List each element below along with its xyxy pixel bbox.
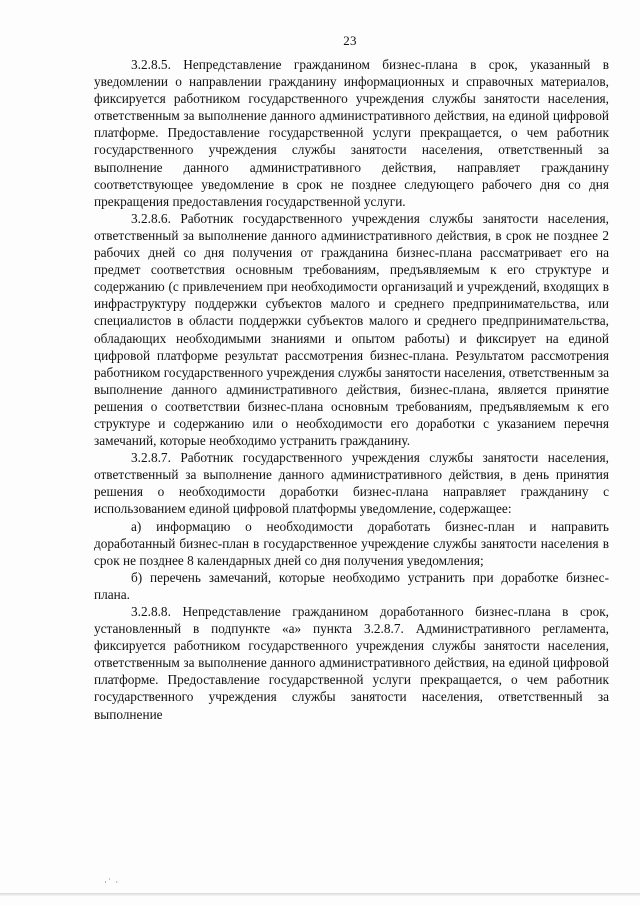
scan-bottom-edge (0, 893, 640, 896)
paragraph-3-2-8-6: 3.2.8.6. Работник государственного учреждения службы занятости населения, ответственный за выполнение данного административного действия, в срок не позднее 2 рабочих дней со дня получения от гражданина бизнес-плана рассматривает его на предмет соответствия основным требованиям, предъявляемым к его структуре и содержанию (с привлечением при необходимости организаций и учреждений, входящих в инфраструктуру поддержки субъектов малого и среднего предпринимательства, или специалистов в области поддержки субъектов малого и среднего предпринимательства, обладающих необходимыми знаниями и опытом работы) и фиксирует на единой цифровой платформе результат рассмотрения бизнес-плана. Результатом рассмотрения работником государственного учреждения службы занятости населения, ответственным за выполнение данного административного действия, бизнес-плана, является принятие решения о соответствии бизнес-плана основным требованиям, предъявляемым к его структуре и содержанию или о необходимости его доработки с указанием перечня замечаний, которые необходимо устранить гражданину. (94, 210, 609, 449)
scan-artifact: ·˙ · (104, 877, 120, 887)
list-item-a: а) информацию о необходимости доработать бизнес-план и направить доработанный бизнес-план в государственное учреждение службы занятости населения в срок не позднее 8 календарных дней со дня получения уведомления; (94, 518, 609, 568)
document-body (94, 56, 609, 723)
paragraph-3-2-8-8: 3.2.8.8. Непредставление гражданином доработанного бизнес-плана в срок, установленный в подпункте «а» пункта 3.2.8.7. Административного регламента, фиксируется работником государственного учреждения службы занятости населения, ответственным за выполнение данного административного действия, на единой цифровой платформе. Предоставление государственной услуги прекращается, о чем работник государственного учреждения службы занятости населения, ответственный за выполнение (94, 604, 609, 722)
list-item-b: б) перечень замечаний, которые необходимо устранить при доработке бизнес-плана. (94, 569, 609, 602)
paragraph-3-2-8-5: 3.2.8.5. Непредставление гражданином бизнес-плана в срок, указанный в уведомлении о направлении гражданину информационных и справочных материалов, фиксируется работником государственного учреждения службы занятости населения, ответственным за выполнение данного административного действия, на единой цифровой платформе. Предоставление государственной услуги прекращается, о чем работник государственного учреждения службы занятости населения, ответственный за выполнение данного административного действия, направляет гражданину соответствующее уведомление в срок не позднее следующего рабочего дня со дня прекращения предоставления государственной услуги. (94, 57, 609, 209)
paragraph-3-2-8-7: 3.2.8.7. Работник государственного учреждения службы занятости населения, ответственный за выполнение данного административного действия, в день принятия решения о необходимости доработки бизнес-плана направляет гражданину с использованием единой цифровой платформы уведомление, содержащее: (94, 450, 609, 517)
page-number: 23 (343, 33, 357, 48)
